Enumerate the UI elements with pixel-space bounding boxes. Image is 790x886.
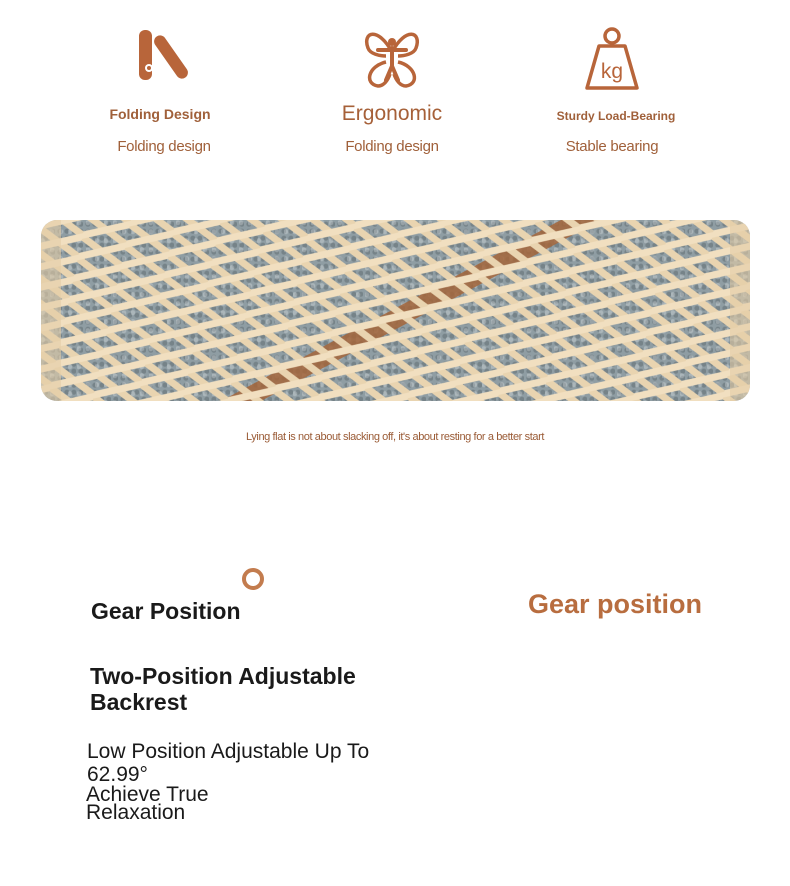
rattan-weave-image xyxy=(41,220,750,401)
folding-icon xyxy=(125,22,195,92)
rattan-weave-pattern xyxy=(41,220,750,401)
feature-subtitle: Stable bearing xyxy=(565,138,659,155)
feature-subtitle: Folding design xyxy=(117,138,211,155)
feature-title: Sturdy Load-Bearing xyxy=(556,109,676,123)
relaxation-text: Achieve True Relaxation xyxy=(86,783,209,824)
feature-subtitle: Folding design xyxy=(345,138,439,155)
feature-title: Ergonomic xyxy=(341,102,443,125)
feature-title: Folding Design xyxy=(109,106,211,122)
banner-caption: Lying flat is not about slacking off, it's about resting for a better start xyxy=(245,431,544,443)
gear-position-label: Gear Position xyxy=(91,598,241,624)
low-position-text: Low Position Adjustable Up To 62.99° xyxy=(87,740,370,786)
feature-ergonomic xyxy=(272,22,512,155)
kg-weight-icon xyxy=(577,22,647,94)
svg-text:kg: kg xyxy=(600,60,624,83)
gear-position-heading: Gear position xyxy=(528,589,703,619)
ring-icon xyxy=(242,568,264,590)
backrest-heading: Two-Position Adjustable Backrest xyxy=(90,663,356,715)
feature-load-bearing xyxy=(492,22,732,155)
ergonomic-figure-icon xyxy=(356,22,428,94)
feature-folding xyxy=(40,22,280,155)
